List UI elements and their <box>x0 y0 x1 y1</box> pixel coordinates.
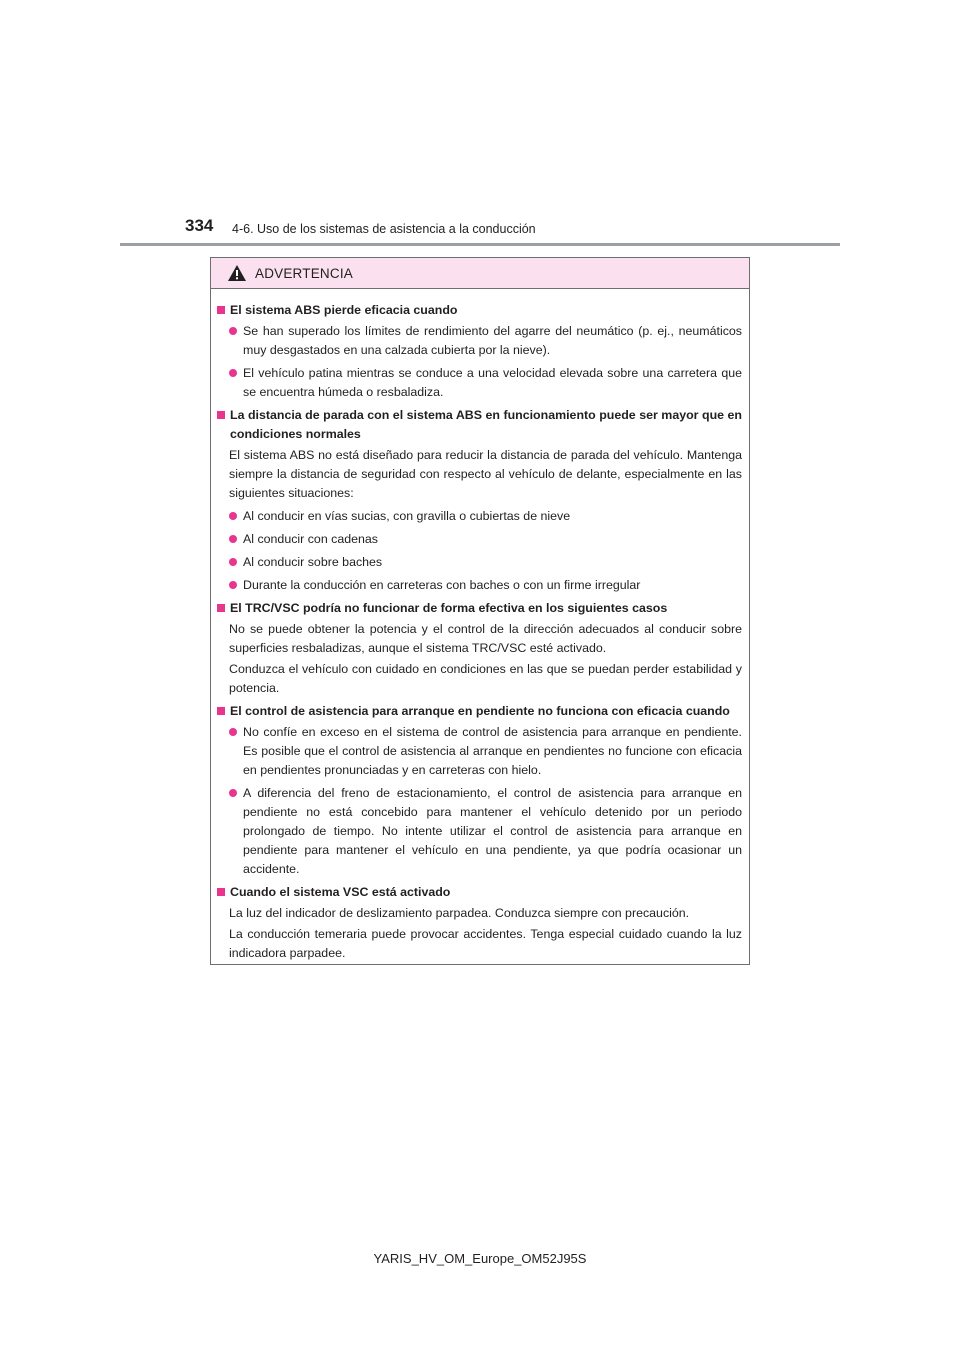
paragraph: La luz del indicador de deslizamiento parpadea. Conduzca siempre con precaución. <box>229 906 690 920</box>
warning-item-title: El sistema ABS pierde eficacia cuando <box>230 303 458 317</box>
warning-item-title: El control de asistencia para arranque en pendiente no funciona con eficacia cuando <box>230 704 730 718</box>
list-item-text: Durante la conducción en carreteras con baches o con un firme irregular <box>243 578 641 592</box>
list-item-text: Al conducir con cadenas <box>243 532 379 546</box>
warning-item-title: Cuando el sistema VSC está activado <box>230 885 451 899</box>
round-bullet-icon <box>229 369 237 377</box>
list-item <box>229 553 742 572</box>
list-item <box>229 784 742 879</box>
warning-item <box>217 883 742 963</box>
warning-triangle-icon <box>227 264 247 282</box>
warning-body <box>211 289 749 963</box>
warning-item <box>217 702 742 879</box>
round-bullet-icon <box>229 728 237 736</box>
section-title: 4-6. Uso de los sistemas de asistencia a la conducción <box>232 222 536 236</box>
list-item-text: Al conducir en vías sucias, con gravilla o cubiertas de nieve <box>243 509 571 523</box>
square-bullet-icon <box>217 707 225 715</box>
warning-box <box>210 257 750 965</box>
list-item <box>229 576 742 595</box>
square-bullet-icon <box>217 888 225 896</box>
warning-item-heading <box>217 883 742 902</box>
list-item-text: A diferencia del freno de estacionamiento, el control de asistencia para arranque en pendiente no está concebido para mantener el vehículo detenido por un periodo prolongado de tiempo. No intente utilizar el control de asistencia para arranque en pendiente para mantener el vehículo en una pendiente, ya que podría ocasionar un accidente. <box>243 786 742 876</box>
list-item <box>229 322 742 360</box>
list-item <box>229 507 742 526</box>
square-bullet-icon <box>217 604 225 612</box>
list-item-text: Al conducir sobre baches <box>243 555 383 569</box>
round-bullet-icon <box>229 327 237 335</box>
warning-item-title: El TRC/VSC podría no funcionar de forma efectiva en los siguientes casos <box>230 601 668 615</box>
square-bullet-icon <box>217 306 225 314</box>
square-bullet-icon <box>217 411 225 419</box>
list-item <box>229 723 742 780</box>
list-item-text: Se han superado los límites de rendimiento del agarre del neumático (p. ej., neumáticos muy desgastados en una calzada cubierta por la nieve). <box>243 324 742 357</box>
list-item <box>229 530 742 549</box>
paragraph: La conducción temeraria puede provocar accidentes. Tenga especial cuidado cuando la luz indicadora parpadee. <box>229 927 742 960</box>
document-code: YARIS_HV_OM_Europe_OM52J95S <box>373 1251 587 1266</box>
warning-item <box>217 599 742 698</box>
list-item <box>229 364 742 402</box>
round-bullet-icon <box>229 581 237 589</box>
list-item-text: No confíe en exceso en el sistema de control de asistencia para arranque en pendiente. Es posible que el control de asistencia al arranque en pendientes no funcione con eficacia en pendientes pronunciadas y en carreteras con hielo. <box>243 725 742 777</box>
warning-header <box>211 258 749 289</box>
list-item-text: El vehículo patina mientras se conduce a una velocidad elevada sobre una carretera que se encuentra húmeda o resbaladiza. <box>243 366 742 399</box>
round-bullet-icon <box>229 535 237 543</box>
paragraph: El sistema ABS no está diseñado para reducir la distancia de parada del vehículo. Mantenga siempre la distancia de seguridad con respecto al vehículo de delante, especialmente en las siguientes situaciones: <box>229 448 742 500</box>
paragraph: Conduzca el vehículo con cuidado en condiciones en las que se puedan perder estabilidad y potencia. <box>229 662 742 695</box>
warning-item <box>217 406 742 595</box>
warning-item-heading <box>217 406 742 444</box>
round-bullet-icon <box>229 789 237 797</box>
header-rule <box>120 243 840 246</box>
round-bullet-icon <box>229 558 237 566</box>
paragraph: No se puede obtener la potencia y el control de la dirección adecuados al conducir sobre superficies resbaladizas, aunque el sistema TRC/VSC esté activado. <box>229 622 742 655</box>
warning-item <box>217 301 742 402</box>
page-number: 334 <box>185 216 214 235</box>
round-bullet-icon <box>229 512 237 520</box>
warning-label: ADVERTENCIA <box>255 265 353 281</box>
warning-item-heading <box>217 702 742 721</box>
warning-item-title: La distancia de parada con el sistema ABS en funcionamiento puede ser mayor que en condiciones normales <box>230 408 742 441</box>
warning-item-heading <box>217 599 742 618</box>
warning-item-heading <box>217 301 742 320</box>
